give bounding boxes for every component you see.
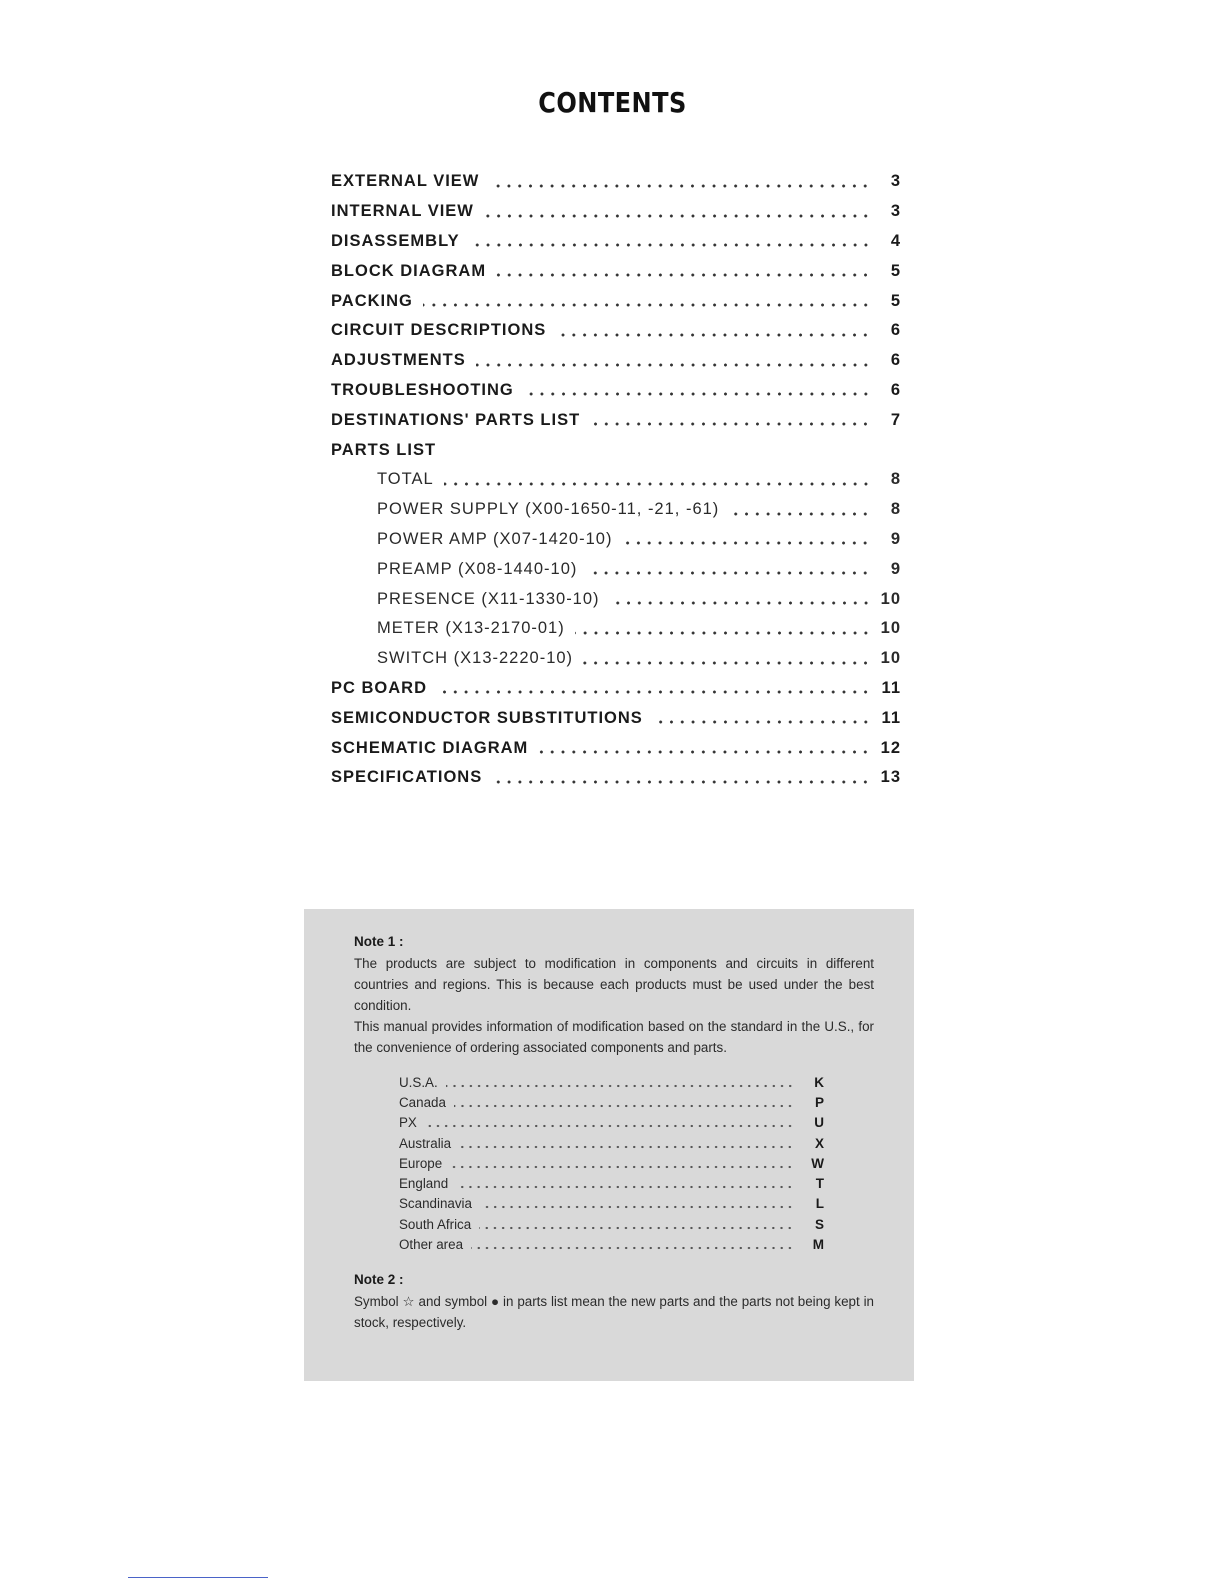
- dot-leader: [454, 1104, 794, 1108]
- destination-row: [399, 1234, 824, 1254]
- toc-entry-page: 7: [890, 410, 901, 429]
- toc-entry-label: CIRCUIT DESCRIPTIONS: [331, 321, 547, 340]
- destination-region: Australia: [399, 1135, 452, 1151]
- toc-entry-schematic-diagram[interactable]: [331, 733, 901, 763]
- dot-leader: [456, 1185, 794, 1189]
- destination-code: K: [814, 1074, 824, 1090]
- destination-region: England: [399, 1176, 449, 1192]
- toc-entry-specifications[interactable]: [331, 763, 901, 793]
- toc-entry-label: BLOCK DIAGRAM: [331, 261, 487, 280]
- destination-region: Europe: [399, 1155, 443, 1171]
- dot-leader: [437, 690, 871, 694]
- toc-entry-page: 3: [890, 202, 901, 221]
- toc-entry-semiconductor-substitutions[interactable]: [331, 703, 901, 733]
- note2-paragraph: Symbol ☆ and symbol ● in parts list mean the new parts and the parts not being kept in stock, respectively.: [354, 1293, 874, 1330]
- toc-entry-label: TOTAL: [377, 470, 434, 489]
- destination-code: L: [815, 1196, 824, 1212]
- toc-entry-label: SWITCH (X13-2220-10): [377, 649, 574, 668]
- dot-leader: [471, 1246, 794, 1250]
- toc-entry-adjustments[interactable]: [331, 346, 901, 376]
- dot-leader: [450, 1165, 794, 1169]
- toc-subentry-switch[interactable]: [331, 644, 901, 674]
- toc-entry-destinations-parts-list[interactable]: [331, 405, 901, 435]
- dot-leader: [610, 601, 871, 605]
- toc-subentry-preamp[interactable]: [331, 554, 901, 584]
- toc-entry-page: 5: [890, 291, 901, 310]
- destination-region: PX: [399, 1115, 417, 1131]
- toc-entry-label: ADJUSTMENTS: [331, 351, 466, 370]
- destination-row: [399, 1092, 824, 1112]
- dot-leader: [583, 661, 871, 665]
- toc-entry-label: EXTERNAL VIEW: [331, 172, 480, 191]
- dot-leader: [590, 422, 871, 426]
- destination-row: [399, 1153, 824, 1173]
- toc-entry-label: PRESENCE (X11-1330-10): [377, 589, 600, 608]
- dot-leader: [425, 1124, 794, 1128]
- toc-entry-page: 6: [890, 321, 901, 340]
- toc-entry-block-diagram[interactable]: [331, 256, 901, 286]
- toc-entry-page: 6: [890, 351, 901, 370]
- destination-codes-list: [399, 1072, 824, 1255]
- destination-row: [399, 1194, 824, 1214]
- note1-heading: Note 1 :: [354, 934, 404, 949]
- page-title: CONTENTS: [538, 86, 687, 119]
- toc-subentry-meter[interactable]: [331, 614, 901, 644]
- dot-leader: [587, 571, 871, 575]
- toc-entry-page: 10: [880, 619, 901, 638]
- toc-entry-page: 4: [890, 231, 901, 250]
- toc-subentry-power-supply[interactable]: [331, 495, 901, 525]
- toc-entry-label: SCHEMATIC DIAGRAM: [331, 738, 529, 757]
- dot-leader: [556, 333, 871, 337]
- toc-entry-label: SEMICONDUCTOR SUBSTITUTIONS: [331, 708, 643, 727]
- destination-row: [399, 1173, 824, 1193]
- toc-entry-pc-board[interactable]: [331, 674, 901, 704]
- toc-entry-page: 10: [880, 649, 901, 668]
- destination-code: S: [814, 1216, 824, 1232]
- destination-code: X: [814, 1135, 824, 1151]
- toc-entry-label: POWER SUPPLY (X00-1650-11, -21, -61): [377, 500, 720, 519]
- toc-entry-external-view[interactable]: [331, 167, 901, 197]
- toc-entry-troubleshooting[interactable]: [331, 376, 901, 406]
- toc-entry-internal-view[interactable]: [331, 197, 901, 227]
- dot-leader: [524, 392, 871, 396]
- toc-entry-label: INTERNAL VIEW: [331, 202, 474, 221]
- destination-region: Other area: [399, 1237, 464, 1253]
- toc-entry-page: 6: [890, 380, 901, 399]
- toc-entry-page: 13: [880, 768, 901, 787]
- toc-entry-disassembly[interactable]: [331, 227, 901, 257]
- toc-entry-label: DESTINATIONS' PARTS LIST: [331, 410, 581, 429]
- dot-leader: [479, 1226, 794, 1230]
- toc-entry-page: 3: [890, 172, 901, 191]
- toc-entry-page: 9: [890, 529, 901, 548]
- toc-entry-label: PREAMP (X08-1440-10): [377, 559, 578, 578]
- note1-paragraph-2: This manual provides information of modification based on the standard in the U.S., for the convenience of ordering associated components and parts.: [354, 1019, 874, 1055]
- destination-code: T: [815, 1176, 824, 1192]
- destination-code: U: [814, 1115, 824, 1131]
- toc-subentry-presence[interactable]: [331, 584, 901, 614]
- toc-entry-label: POWER AMP (X07-1420-10): [377, 529, 613, 548]
- dot-leader: [444, 482, 871, 486]
- toc-entry-circuit-descriptions[interactable]: [331, 316, 901, 346]
- toc-entry-packing[interactable]: [331, 286, 901, 316]
- toc-entry-label: PC BOARD: [331, 678, 428, 697]
- toc-entry-label: DISASSEMBLY: [331, 231, 460, 250]
- toc-entry-page: 10: [880, 589, 901, 608]
- destination-code: W: [811, 1155, 824, 1171]
- toc-entry-page: 8: [890, 470, 901, 489]
- destination-row: [399, 1133, 824, 1153]
- toc-entry-label: SPECIFICATIONS: [331, 768, 483, 787]
- note2-heading: Note 2 :: [354, 1271, 404, 1287]
- dot-leader: [476, 363, 871, 367]
- toc-subentry-total[interactable]: [331, 465, 901, 495]
- toc-entry-page: 8: [890, 500, 901, 519]
- destination-region: U.S.A.: [399, 1074, 438, 1090]
- dot-leader: [496, 273, 871, 277]
- toc-entry-page: 11: [881, 708, 901, 727]
- dot-leader: [622, 541, 871, 545]
- dot-leader: [492, 780, 871, 784]
- toc-entry-page: 9: [890, 559, 901, 578]
- dot-leader: [423, 303, 871, 307]
- dot-leader: [470, 243, 871, 247]
- dot-leader: [446, 1084, 794, 1088]
- destination-region: Canada: [399, 1094, 446, 1110]
- dot-leader: [653, 720, 871, 724]
- destination-region: South Africa: [399, 1216, 472, 1232]
- dot-leader: [729, 512, 871, 516]
- toc-entry-label: METER (X13-2170-01): [377, 619, 565, 638]
- dot-leader: [459, 1145, 794, 1149]
- toc-entry-page: 12: [880, 738, 901, 757]
- destination-region: Scandinavia: [399, 1196, 472, 1212]
- note1-paragraph-1: The products are subject to modification in components and circuits in different countries and regions. This is because each products must be used under the best condition.: [354, 956, 874, 1013]
- toc-entry-label: PACKING: [331, 291, 413, 310]
- dot-leader: [575, 631, 871, 635]
- dot-leader: [484, 214, 871, 218]
- toc-entry-parts-list[interactable]: [331, 435, 901, 465]
- dot-leader: [480, 1205, 794, 1209]
- dot-leader: [489, 184, 871, 188]
- destination-row: [399, 1072, 824, 1092]
- destination-code: M: [812, 1237, 824, 1253]
- destination-row: [399, 1214, 824, 1234]
- table-of-contents: [331, 167, 901, 793]
- notes-box: [304, 909, 914, 1381]
- toc-entry-page: 11: [881, 678, 901, 697]
- destination-row: [399, 1113, 824, 1133]
- toc-subentry-power-amp[interactable]: [331, 525, 901, 555]
- dot-leader: [538, 750, 871, 754]
- toc-entry-label: PARTS LIST: [331, 440, 437, 459]
- destination-code: P: [814, 1094, 824, 1110]
- toc-entry-page: 5: [890, 261, 901, 280]
- toc-entry-label: TROUBLESHOOTING: [331, 380, 514, 399]
- bottom-underline: [128, 1577, 268, 1578]
